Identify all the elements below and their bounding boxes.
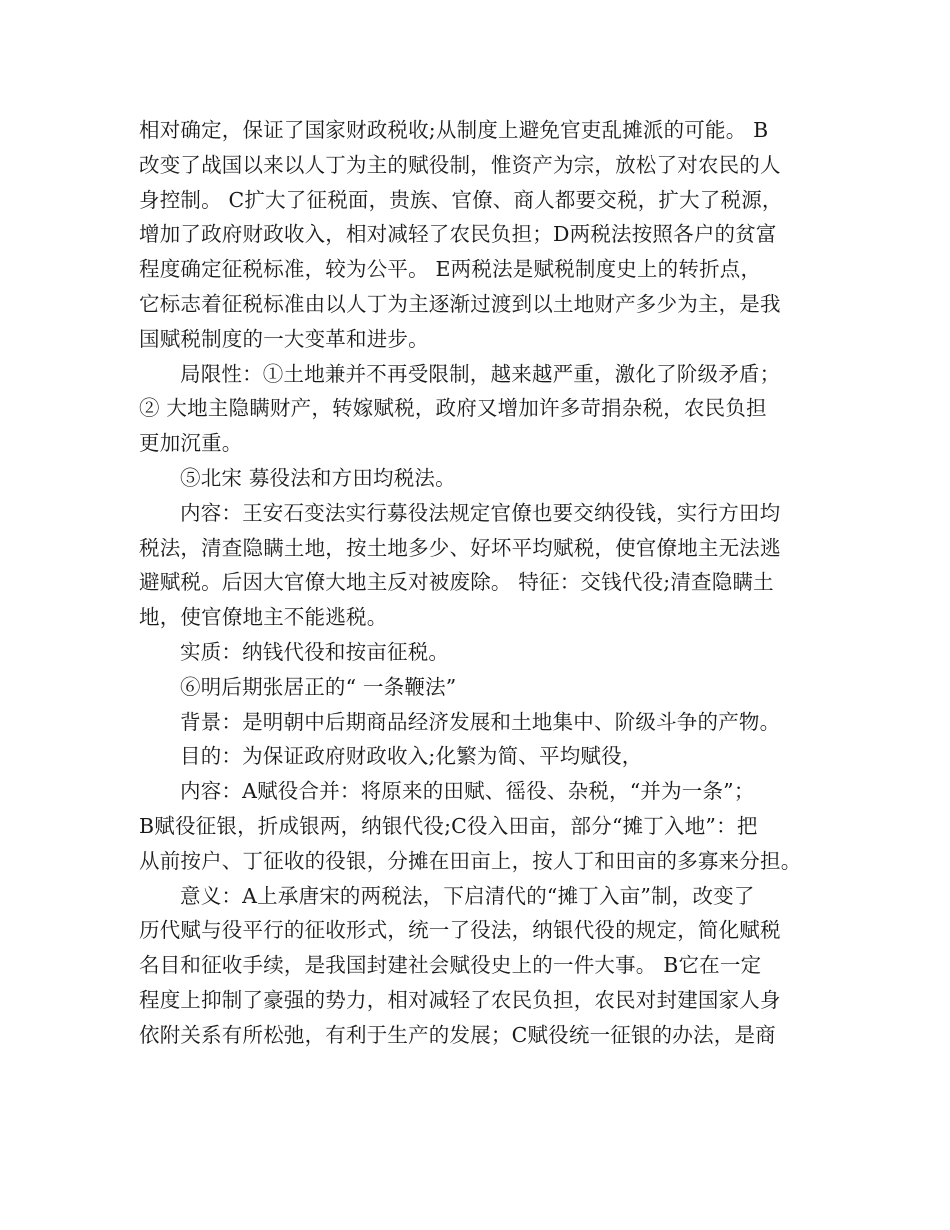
- text-line: 意义：A上承唐宋的两税法，下启清代的“摊丁入亩”制，改变了: [180, 883, 755, 908]
- section-heading: ⑤北宋 募役法和方田均税法。: [180, 465, 456, 490]
- text-line: 改变了战国以来以人丁为主的赋役制，惟资产为宗，放松了对农民的人: [139, 152, 781, 177]
- text-line: B赋役征银，折成银两，纳银代役;C役入田亩，部分“摊丁入地”：把: [139, 813, 758, 838]
- text-line: 历代赋与役平行的征收形式，统一了役法，纳银代役的规定，简化赋税: [139, 918, 781, 943]
- text-line: 避赋税。后因大官僚大地主反对被废除。 特征：交钱代役;清查隐瞒土: [139, 570, 774, 595]
- text-line: 地，使官僚地主不能逃税。: [139, 605, 388, 630]
- text-line: 它标志着征税标准由以人丁为主逐渐过渡到以土地财产多少为主，是我: [139, 291, 781, 316]
- text-line: 增加了政府财政收入，相对减轻了农民负担；D两税法按照各户的贫富: [139, 222, 777, 247]
- text-line: 实质：纳钱代役和按亩征税。: [180, 639, 450, 664]
- text-line: 程度确定征税标准，较为公平。 E两税法是赋税制度史上的转折点，: [139, 257, 762, 282]
- text-line: 依附关系有所松弛，有利于生产的发展；C赋役统一征银的办法，是商: [139, 1022, 776, 1047]
- text-line: 税法，清查隐瞒土地，按土地多少、好坏平均赋税，使官僚地主无法逃: [139, 535, 781, 560]
- text-line: 背景：是明朝中后期商品经济发展和土地集中、阶级斗争的产物。: [180, 709, 781, 734]
- text-line: 程度上抑制了豪强的势力，相对减轻了农民负担，农民对封建国家人身: [139, 987, 781, 1012]
- text-line: 局限性：①土地兼并不再受限制，越来越严重，激化了阶级矛盾；: [180, 361, 781, 386]
- text-line: 内容：王安石变法实行募役法规定官僚也要交纳役钱，实行方田均: [180, 500, 781, 525]
- text-line: 从前按户、丁征收的役银，分摊在田亩上，按人丁和田亩的多寡来分担。: [139, 848, 802, 873]
- text-line: 更加沉重。: [139, 431, 243, 456]
- text-line: 名目和征收手续，是我国封建社会赋役史上的一件大事。 B它在一定: [139, 953, 762, 978]
- document-body: [139, 113, 829, 1053]
- text-line: 目的：为保证政府财政收入;化繁为简、平均赋役，: [180, 744, 643, 769]
- text-line: 身控制。 C扩大了征税面，贵族、官僚、商人都要交税，扩大了税源，: [139, 187, 783, 212]
- section-heading: ⑥明后期张居正的“ 一条鞭法”: [180, 674, 457, 699]
- text-line: 内容：A赋役合并：将原来的田赋、徭役、杂税，“并为一条”；: [180, 779, 755, 804]
- text-line: 国赋税制度的一大变革和进步。: [139, 326, 429, 351]
- text-line: ② 大地主隐瞒财产，转嫁赋税，政府又增加许多苛捐杂税，农民负担: [139, 396, 767, 421]
- text-line: 相对确定，保证了国家财政税收;从制度上避免官吏乱摊派的可能。 B: [139, 118, 769, 142]
